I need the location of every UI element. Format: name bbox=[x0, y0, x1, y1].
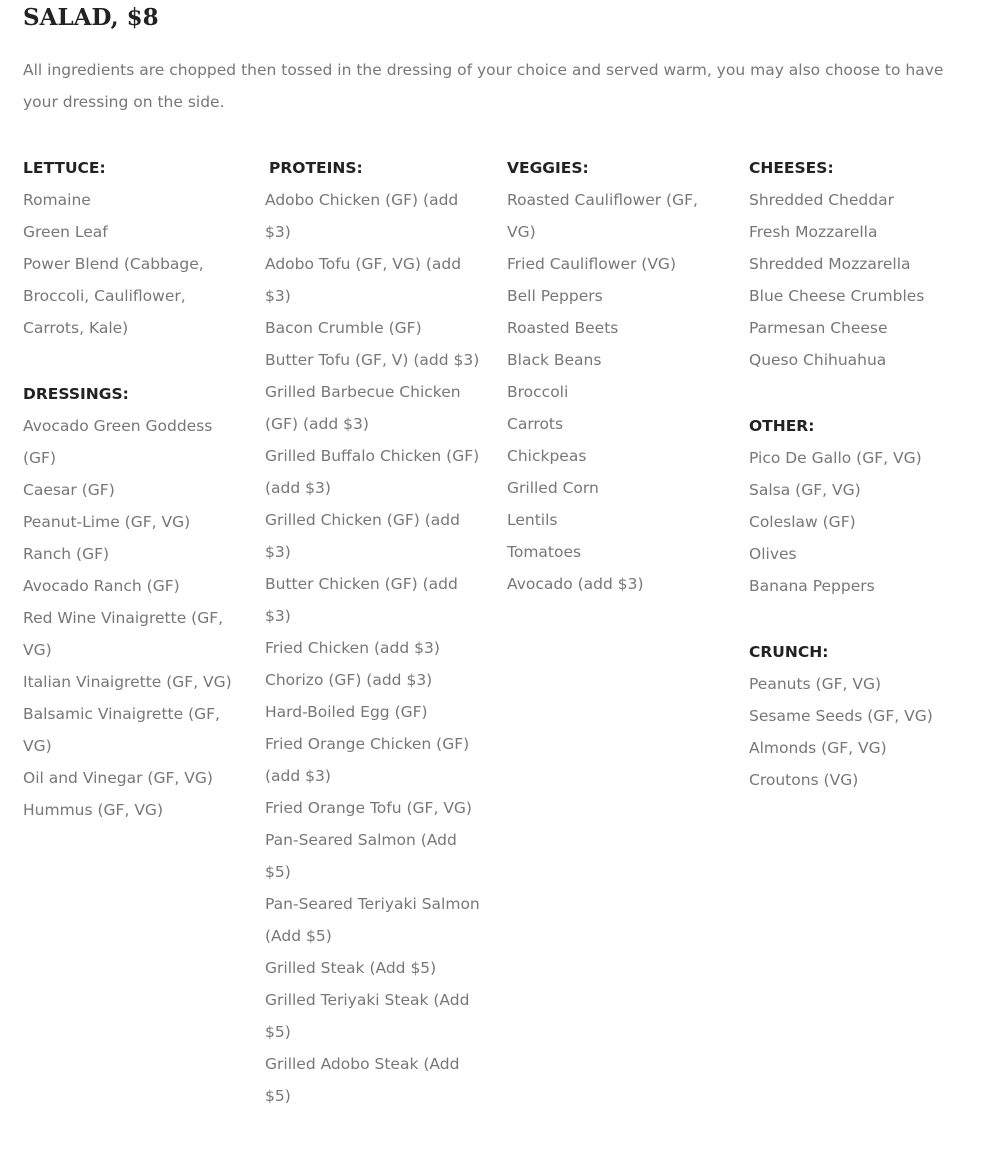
lettuce-section bbox=[23, 152, 245, 344]
dressing-option: Caesar (GF) bbox=[23, 481, 115, 499]
veggie-option: Roasted Beets bbox=[507, 319, 619, 337]
dressings-list bbox=[23, 410, 245, 826]
protein-option: Pan-Seared Teriyaki Salmon (Add $5) bbox=[265, 895, 480, 945]
protein-option: Butter Chicken (GF) (add $3) bbox=[265, 575, 458, 625]
dressing-option: Avocado Green Goddess (GF) bbox=[23, 417, 213, 467]
protein-option: Fried Orange Tofu (GF, VG) bbox=[265, 799, 472, 817]
veggie-option: Chickpeas bbox=[507, 447, 587, 465]
protein-option: Butter Tofu (GF, V) (add $3) bbox=[265, 351, 480, 369]
protein-option: Pan-Seared Salmon (Add $5) bbox=[265, 831, 457, 881]
crunch-heading: CRUNCH: bbox=[749, 643, 829, 661]
dressings-section bbox=[23, 378, 245, 826]
protein-option: Bacon Crumble (GF) bbox=[265, 319, 422, 337]
protein-option: Grilled Buffalo Chicken (GF) (add $3) bbox=[265, 447, 480, 497]
proteins-section bbox=[265, 152, 487, 1112]
lettuce-option: Green Leaf bbox=[23, 223, 108, 241]
other-option: Coleslaw (GF) bbox=[749, 513, 856, 531]
veggie-option: Black Beans bbox=[507, 351, 602, 369]
veggies-heading: VEGGIES: bbox=[507, 159, 589, 177]
protein-option: Fried Chicken (add $3) bbox=[265, 639, 440, 657]
protein-option: Adobo Tofu (GF, VG) (add $3) bbox=[265, 255, 462, 305]
protein-option: Adobo Chicken (GF) (add $3) bbox=[265, 191, 459, 241]
cheese-option: Shredded Mozzarella bbox=[749, 255, 911, 273]
cheeses-list bbox=[749, 184, 971, 376]
veggie-option: Bell Peppers bbox=[507, 287, 603, 305]
crunch-list bbox=[749, 668, 971, 796]
veggie-option: Grilled Corn bbox=[507, 479, 599, 497]
lettuce-list bbox=[23, 184, 245, 344]
dressing-option: Italian Vinaigrette (GF, VG) bbox=[23, 673, 232, 691]
menu-column-2 bbox=[265, 152, 487, 1112]
other-option: Banana Peppers bbox=[749, 577, 875, 595]
dressings-heading: DRESSINGS: bbox=[23, 385, 129, 403]
dressing-option: Ranch (GF) bbox=[23, 545, 110, 563]
other-option: Olives bbox=[749, 545, 797, 563]
page-title: SALAD, $8 bbox=[23, 4, 159, 31]
lettuce-option: Power Blend (Cabbage, Broccoli, Cauliflower, Carrots, Kale) bbox=[23, 255, 204, 337]
crunch-option: Almonds (GF, VG) bbox=[749, 739, 887, 757]
dressing-option: Red Wine Vinaigrette (GF, VG) bbox=[23, 609, 224, 659]
protein-option: Grilled Chicken (GF) (add $3) bbox=[265, 511, 460, 561]
other-section bbox=[749, 410, 971, 602]
veggie-option: Carrots bbox=[507, 415, 564, 433]
veggie-option: Avocado (add $3) bbox=[507, 575, 644, 593]
menu-column-1 bbox=[23, 152, 245, 826]
cheese-option: Fresh Mozzarella bbox=[749, 223, 878, 241]
protein-option: Grilled Adobo Steak (Add $5) bbox=[265, 1055, 460, 1105]
crunch-option: Croutons (VG) bbox=[749, 771, 859, 789]
crunch-option: Sesame Seeds (GF, VG) bbox=[749, 707, 933, 725]
cheeses-heading: CHEESES: bbox=[749, 159, 834, 177]
veggies-section bbox=[507, 152, 729, 600]
veggie-option: Roasted Cauliflower (GF, VG) bbox=[507, 191, 698, 241]
cheese-option: Shredded Cheddar bbox=[749, 191, 894, 209]
other-option: Salsa (GF, VG) bbox=[749, 481, 861, 499]
lettuce-option: Romaine bbox=[23, 191, 91, 209]
dressing-option: Avocado Ranch (GF) bbox=[23, 577, 180, 595]
protein-option: Fried Orange Chicken (GF) (add $3) bbox=[265, 735, 470, 785]
veggie-option: Tomatoes bbox=[507, 543, 582, 561]
dressing-option: Oil and Vinegar (GF, VG) bbox=[23, 769, 213, 787]
lettuce-heading: LETTUCE: bbox=[23, 159, 106, 177]
salad-description: All ingredients are chopped then tossed in the dressing of your choice and served warm, you may also choose to have your dressing on the side. bbox=[23, 61, 944, 111]
proteins-list bbox=[265, 184, 487, 1112]
veggie-option: Lentils bbox=[507, 511, 558, 529]
other-heading: OTHER: bbox=[749, 417, 815, 435]
dressing-option: Hummus (GF, VG) bbox=[23, 801, 163, 819]
cheese-option: Queso Chihuahua bbox=[749, 351, 887, 369]
cheeses-section bbox=[749, 152, 971, 376]
menu-column-3 bbox=[507, 152, 729, 600]
proteins-heading: PROTEINS: bbox=[269, 159, 363, 177]
dressing-option: Balsamic Vinaigrette (GF, VG) bbox=[23, 705, 220, 755]
other-option: Pico De Gallo (GF, VG) bbox=[749, 449, 922, 467]
protein-option: Grilled Teriyaki Steak (Add $5) bbox=[265, 991, 470, 1041]
crunch-option: Peanuts (GF, VG) bbox=[749, 675, 882, 693]
veggies-list bbox=[507, 184, 729, 600]
veggie-option: Fried Cauliflower (VG) bbox=[507, 255, 676, 273]
cheese-option: Parmesan Cheese bbox=[749, 319, 888, 337]
other-list bbox=[749, 442, 971, 602]
cheese-option: Blue Cheese Crumbles bbox=[749, 287, 925, 305]
veggie-option: Broccoli bbox=[507, 383, 569, 401]
menu-column-4 bbox=[749, 152, 971, 796]
protein-option: Grilled Steak (Add $5) bbox=[265, 959, 437, 977]
dressing-option: Peanut-Lime (GF, VG) bbox=[23, 513, 191, 531]
protein-option: Chorizo (GF) (add $3) bbox=[265, 671, 433, 689]
protein-option: Grilled Barbecue Chicken (GF) (add $3) bbox=[265, 383, 461, 433]
protein-option: Hard-Boiled Egg (GF) bbox=[265, 703, 428, 721]
crunch-section bbox=[749, 636, 971, 796]
